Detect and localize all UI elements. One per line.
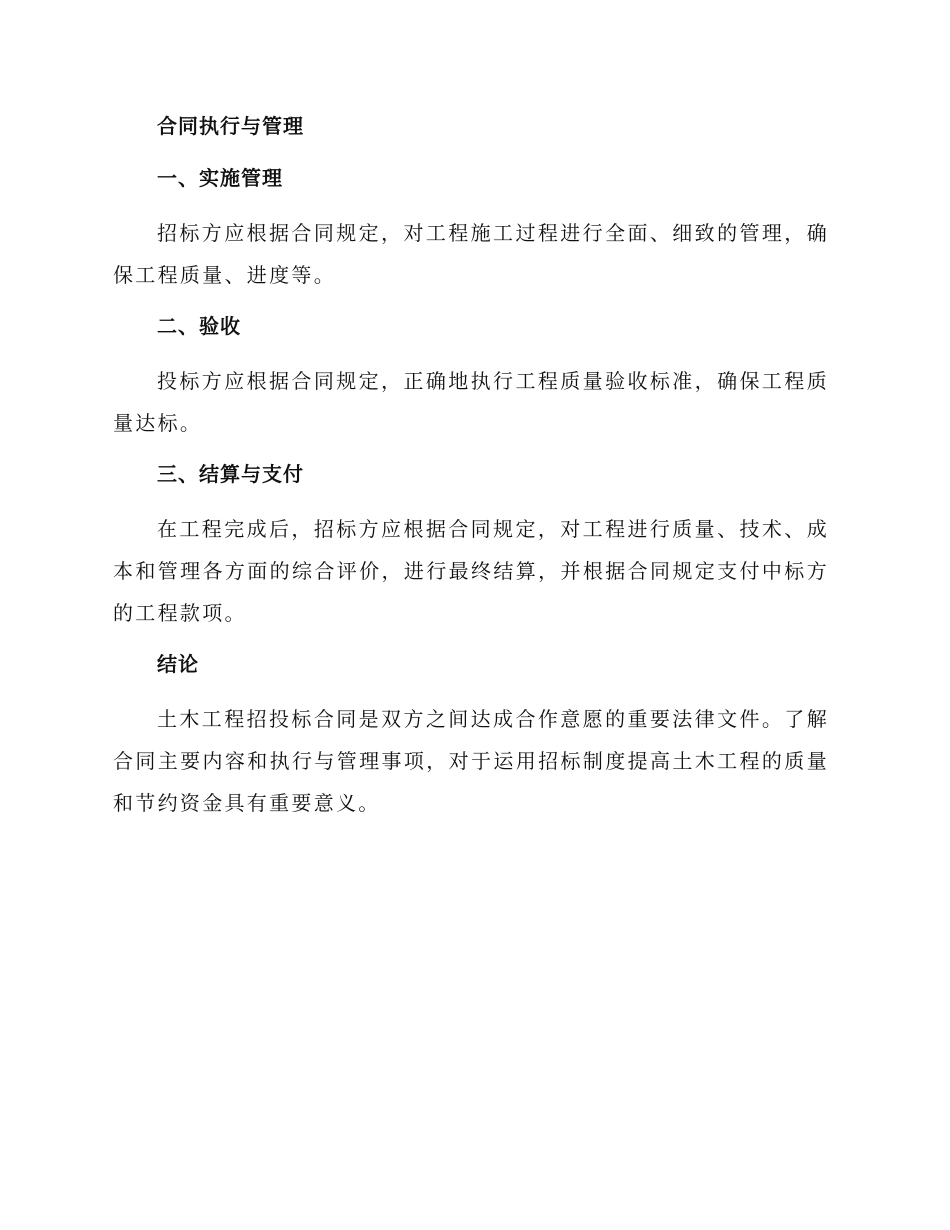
section-body-implementation: 招标方应根据合同规定，对工程施工过程进行全面、细致的管理，确保工程质量、进度等。 [113,221,829,287]
section-body-settlement: 在工程完成后，招标方应根据合同规定，对工程进行质量、技术、成本和管理各方面的综合评价，进行最终结算，并根据合同规定支付中标方的工程款项。 [113,517,829,625]
document-title: 合同执行与管理 [157,114,304,138]
document-content [113,108,829,836]
section-heading-acceptance: 二、验收 [157,314,241,338]
section-body-acceptance: 投标方应根据合同规定，正确地执行工程质量验收标准，确保工程质量达标。 [113,369,829,435]
section-heading-conclusion: 结论 [157,652,199,676]
section-body-conclusion: 土木工程招投标合同是双方之间达成合作意愿的重要法律文件。了解合同主要内容和执行与管理事项，对于运用招标制度提高土木工程的质量和节约资金具有重要意义。 [113,707,829,815]
section-heading-settlement: 三、结算与支付 [157,462,304,486]
section-heading-implementation: 一、实施管理 [157,166,283,190]
